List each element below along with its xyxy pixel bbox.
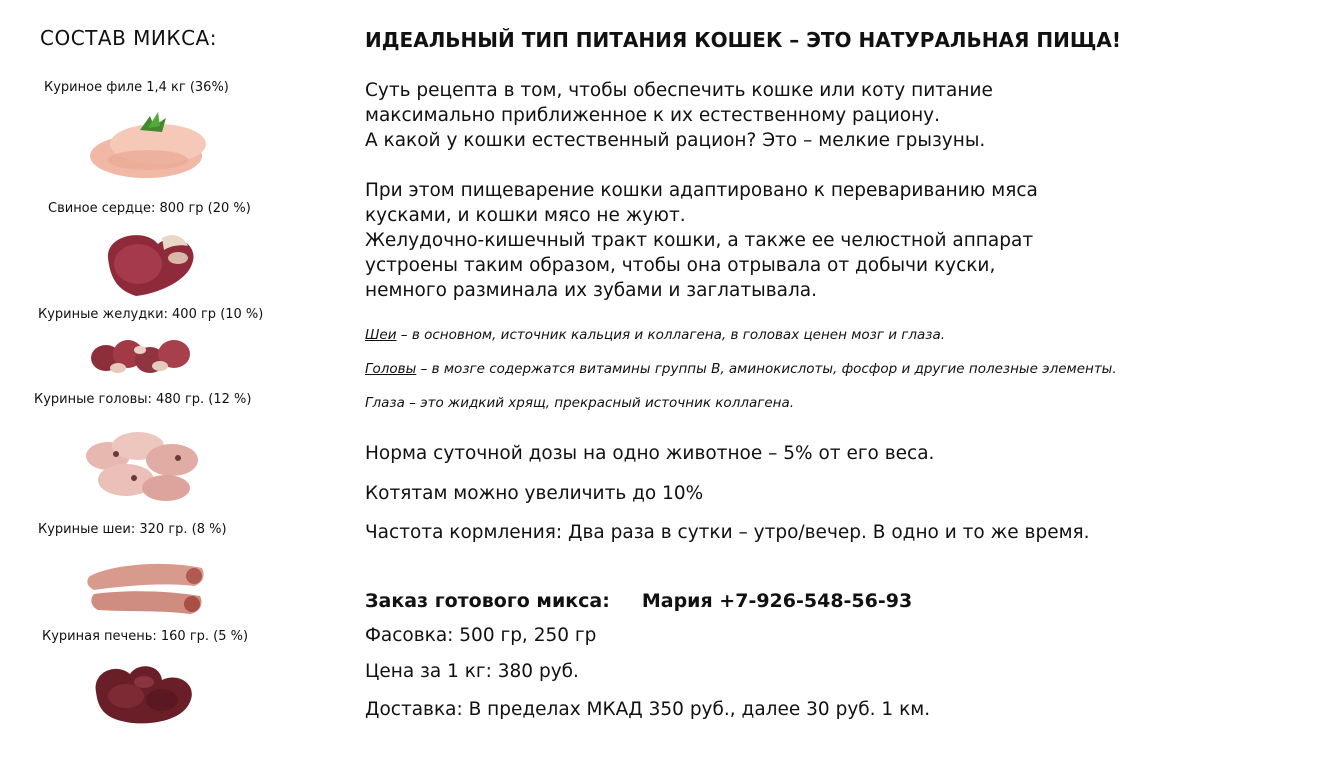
chicken-liver-image	[86, 652, 204, 732]
note-term: Шеи	[365, 327, 397, 343]
ingredient-label-chicken-necks: Куриные шеи: 320 гр. (8 %)	[38, 522, 227, 537]
digestion-line: При этом пищеварение кошки адаптировано к перевариванию мяса	[365, 180, 1038, 201]
chicken-gizzards-image	[88, 330, 200, 386]
order-contact-phone[interactable]: Мария +7-926-548-56-93	[641, 590, 913, 612]
intro-line: А какой у кошки естественный рацион? Это – мелкие грызуны.	[365, 130, 986, 151]
mix-title: СОСТАВ МИКСА:	[40, 26, 217, 50]
order-label: Заказ готового микса:	[365, 590, 610, 612]
note-necks	[365, 327, 945, 343]
ingredient-label-chicken-gizzards: Куриные желудки: 400 гр (10 %)	[38, 307, 264, 322]
note-term: Головы	[365, 361, 417, 377]
order-delivery: Доставка: В пределах МКАД 350 руб., далее 30 руб. 1 км.	[365, 699, 931, 720]
digestion-paragraph	[365, 178, 1038, 303]
ingredient-label-chicken-fillet: Куриное филе 1,4 кг (36%)	[44, 80, 229, 95]
page-title: ИДЕАЛЬНЫЙ ТИП ПИТАНИЯ КОШЕК – ЭТО НАТУРАЛЬНАЯ ПИЩА!	[365, 28, 1121, 52]
order-packaging: Фасовка: 500 гр, 250 гр	[365, 625, 597, 646]
note-heads	[365, 361, 1117, 377]
fact-kittens: Котятам можно увеличить до 10%	[365, 483, 704, 504]
note-text: – в основном, источник кальция и коллагена, в головах ценен мозг и глаза.	[396, 327, 946, 343]
note-text: – в мозге содержатся витамины группы В, аминокислоты, фосфор и другие полезные элементы.	[416, 361, 1117, 377]
fact-feeding-frequency: Частота кормления: Два раза в сутки – утро/вечер. В одно и то же время.	[365, 522, 1090, 543]
note-eyes	[365, 395, 794, 411]
note-text: Глаза – это жидкий хрящ, прекрасный источник коллагена.	[365, 395, 795, 411]
ingredient-label-chicken-heads: Куриные головы: 480 гр. (12 %)	[34, 392, 252, 407]
intro-paragraph	[365, 78, 993, 153]
chicken-fillet-image	[88, 104, 210, 186]
digestion-line: немного разминала их зубами и заглатывала.	[365, 280, 818, 301]
digestion-line: кусками, и кошки мясо не жуют.	[365, 205, 686, 226]
fact-daily-dose: Норма суточной дозы на одно животное – 5% от его веса.	[365, 443, 935, 464]
order-heading	[365, 590, 912, 612]
ingredient-label-chicken-liver: Куриная печень: 160 гр. (5 %)	[42, 629, 249, 644]
digestion-line: Желудочно-кишечный тракт кошки, а также ее челюстной аппарат	[365, 230, 1034, 251]
order-price: Цена за 1 кг: 380 руб.	[365, 661, 579, 682]
chicken-necks-image	[84, 546, 210, 622]
pork-heart-image	[96, 224, 206, 300]
intro-line: Суть рецепта в том, чтобы обеспечить кошке или коту питание	[365, 80, 993, 101]
ingredient-label-pork-heart: Свиное сердце: 800 гр (20 %)	[48, 201, 251, 216]
digestion-line: устроены таким образом, чтобы она отрывала от добычи куски,	[365, 255, 996, 276]
intro-line: максимально приближенное к их естественному рациону.	[365, 105, 940, 126]
chicken-heads-image	[80, 416, 204, 508]
